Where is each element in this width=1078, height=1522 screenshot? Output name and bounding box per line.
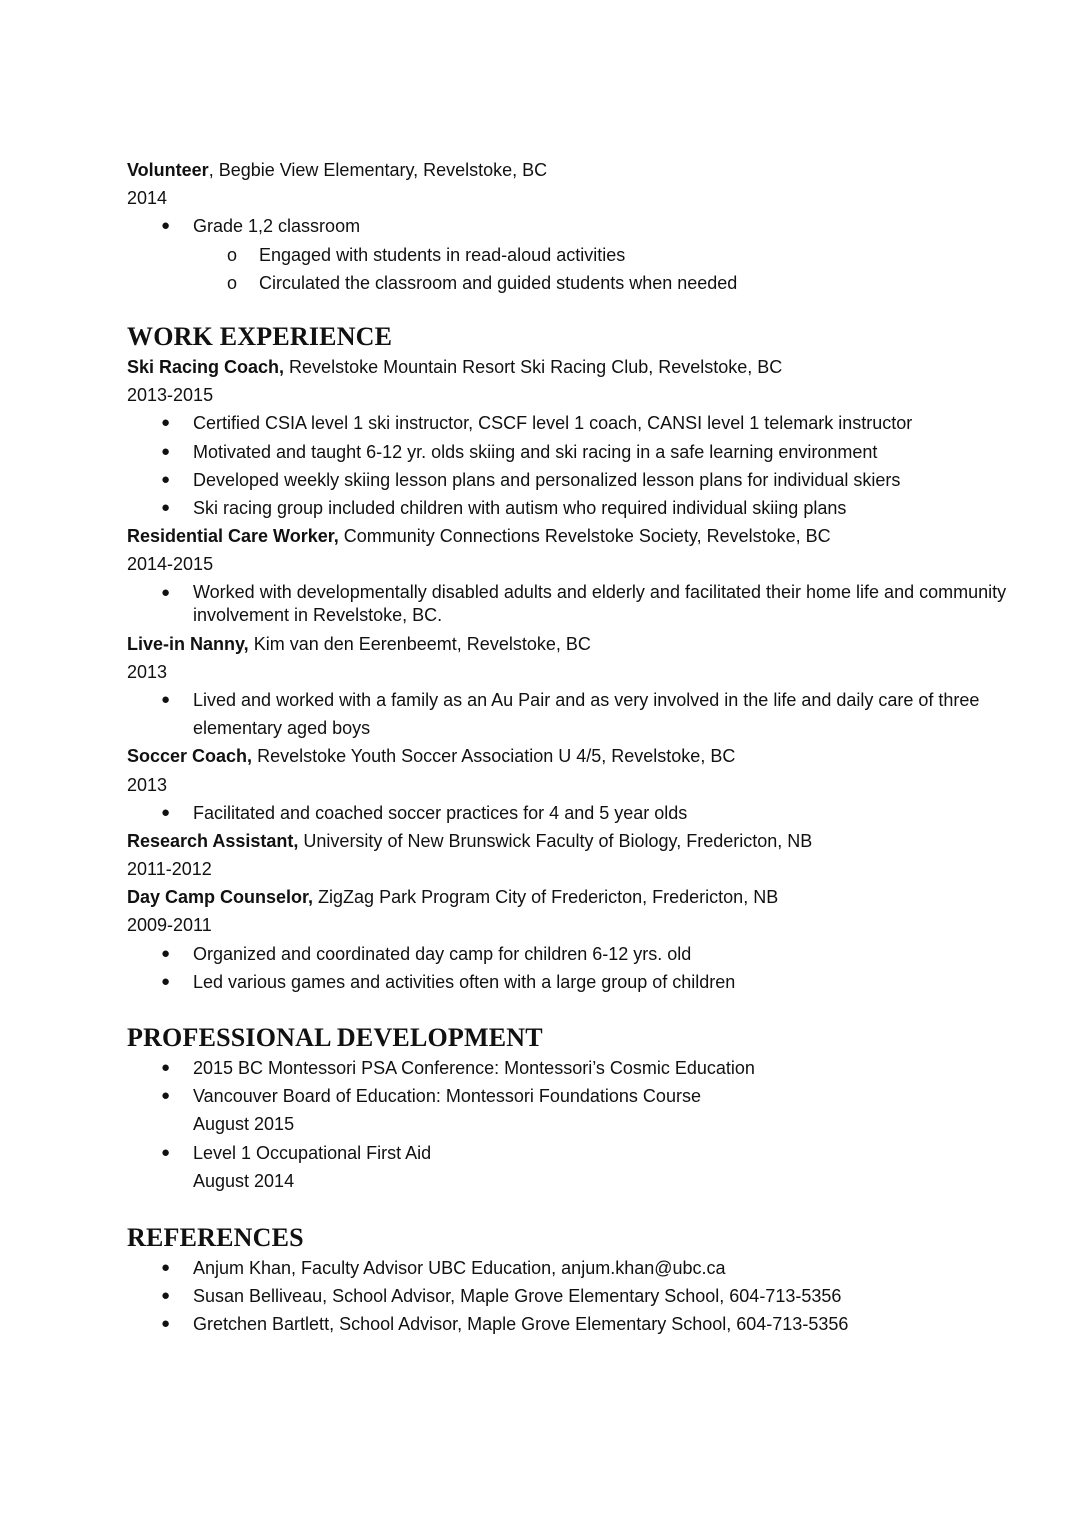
entry-header	[127, 883, 1027, 911]
sub-list-item-text: Circulated the classroom and guided students when needed	[259, 272, 738, 293]
entry-header	[127, 353, 1027, 381]
entry-title: Residential Care Worker,	[127, 526, 339, 547]
sub-list-item-text: Engaged with students in read-aloud activities	[259, 244, 626, 265]
entry-year: 2014-2015	[127, 554, 214, 575]
list-item	[127, 438, 1027, 466]
sub-bullet-icon: o	[227, 272, 238, 293]
bullet-icon: ●	[161, 498, 171, 516]
list-item-text: Developed weekly skiing lesson plans and personalized lesson plans for individual skiers	[193, 469, 901, 490]
entry-header	[127, 630, 1027, 658]
bullet-icon: ●	[161, 803, 171, 821]
list-item	[127, 1139, 1027, 1167]
bullet-icon: ●	[161, 1259, 171, 1277]
sub-bullet-icon: o	[227, 244, 238, 265]
list-item-date: August 2015	[193, 1114, 295, 1135]
list-item-text: Worked with developmentally disabled adults and elderly and facilitated their home life and community involvement in Revelstoke, BC.	[193, 581, 1007, 625]
list-item	[127, 212, 1027, 240]
entry-title: Day Camp Counselor,	[127, 887, 314, 908]
sub-list-item	[127, 269, 1027, 297]
entry-details: Revelstoke Youth Soccer Association U 4/5, Revelstoke, BC	[252, 746, 736, 767]
list-item	[127, 1082, 1027, 1110]
list-item	[127, 409, 1027, 437]
entry-details: , Begbie View Elementary, Revelstoke, BC	[208, 160, 548, 180]
list-item-text: Certified CSIA level 1 ski instructor, CSCF level 1 coach, CANSI level 1 telemark instructor	[193, 413, 913, 434]
list-item-text: Grade 1,2 classroom	[193, 216, 361, 237]
list-item-text: Susan Belliveau, School Advisor, Maple Grove Elementary School, 604-713-5356	[193, 1286, 842, 1307]
bullet-icon: ●	[161, 944, 171, 962]
entry-year: 2013	[127, 774, 168, 795]
entry-title: Volunteer	[127, 160, 209, 180]
list-item-text: Facilitated and coached soccer practices for 4 and 5 year olds	[193, 802, 688, 823]
job-entry	[127, 353, 1027, 522]
entry-title: Ski Racing Coach,	[127, 356, 285, 377]
list-item-text: Lived and worked with a family as an Au Pair and as very involved in the life and daily care of three elementary aged boys	[193, 689, 980, 739]
bullet-icon: ●	[161, 442, 171, 460]
list-item-text: 2015 BC Montessori PSA Conference: Montessori’s Cosmic Education	[193, 1058, 755, 1079]
list-item	[127, 799, 1027, 827]
entry-header	[127, 742, 1027, 770]
section-heading-references: REFERENCES	[127, 1223, 304, 1253]
entry-header	[127, 156, 1027, 184]
list-item	[127, 494, 1027, 522]
bullet-icon: ●	[161, 1087, 171, 1105]
entry-header	[127, 522, 1027, 550]
section-heading-work: WORK EXPERIENCE	[127, 321, 393, 351]
bullet-icon: ●	[161, 583, 171, 601]
entry-year: 2014	[127, 188, 168, 209]
list-item-date: August 2014	[193, 1170, 295, 1191]
job-entry	[127, 883, 1027, 996]
job-entry	[127, 522, 1027, 629]
list-item	[127, 1254, 1027, 1282]
bullet-icon: ●	[161, 1315, 171, 1333]
list-item-text: Ski racing group included children with autism who required individual skiing plans	[193, 497, 847, 518]
job-entry	[127, 742, 1027, 827]
job-entry	[127, 630, 1027, 743]
bullet-icon: ●	[161, 1287, 171, 1305]
entry-year: 2013	[127, 661, 168, 682]
bullet-icon: ●	[161, 690, 171, 708]
list-item	[127, 466, 1027, 494]
entry-header	[127, 827, 1027, 855]
entry-details: Kim van den Eerenbeemt, Revelstoke, BC	[248, 633, 591, 654]
entry-details: Community Connections Revelstoke Society, Revelstoke, BC	[338, 526, 831, 547]
list-item	[127, 1310, 1027, 1338]
professional-development-section	[127, 1022, 1027, 1195]
work-experience-section	[127, 321, 1027, 996]
bullet-icon: ●	[161, 1059, 171, 1077]
section-heading-professional: PROFESSIONAL DEVELOPMENT	[127, 1023, 543, 1053]
entry-details: University of New Brunswick Faculty of Biology, Fredericton, NB	[298, 830, 813, 851]
bullet-icon: ●	[161, 972, 171, 990]
entry-details: ZigZag Park Program City of Fredericton, Fredericton, NB	[313, 887, 779, 908]
list-item-text: Led various games and activities often with a large group of children	[193, 971, 736, 992]
list-item	[127, 579, 1013, 630]
bullet-icon: ●	[161, 414, 171, 432]
list-item	[127, 968, 1027, 996]
entry-details: Revelstoke Mountain Resort Ski Racing Club, Revelstoke, BC	[284, 356, 783, 377]
list-item-text: Level 1 Occupational First Aid	[193, 1142, 432, 1163]
list-item-text: Vancouver Board of Education: Montessori Foundations Course	[193, 1086, 701, 1107]
references-section	[127, 1222, 1027, 1339]
resume-page	[127, 156, 1027, 1339]
bullet-icon: ●	[161, 470, 171, 488]
list-item-text: Organized and coordinated day camp for children 6-12 yrs. old	[193, 943, 692, 964]
list-item-text: Gretchen Bartlett, School Advisor, Maple Grove Elementary School, 604-713-5356	[193, 1314, 849, 1335]
list-item-text: Anjum Khan, Faculty Advisor UBC Education, anjum.khan@ubc.ca	[193, 1258, 726, 1279]
entry-year: 2013-2015	[127, 385, 214, 406]
list-item	[127, 1282, 1027, 1310]
list-item	[127, 1054, 1027, 1082]
entry-title: Live-in Nanny,	[127, 633, 249, 654]
list-item	[127, 686, 1013, 742]
volunteer-entry	[127, 156, 1027, 297]
entry-title: Soccer Coach,	[127, 746, 253, 767]
entry-year: 2009-2011	[127, 915, 212, 936]
bullet-icon: ●	[161, 1143, 171, 1161]
list-item	[127, 940, 1027, 968]
job-entry	[127, 827, 1027, 883]
bullet-icon: ●	[161, 217, 171, 235]
entry-title: Research Assistant,	[127, 830, 299, 851]
entry-year: 2011-2012	[127, 859, 212, 880]
list-item-text: Motivated and taught 6-12 yr. olds skiing and ski racing in a safe learning environment	[193, 441, 878, 462]
sub-list-item	[127, 241, 1027, 269]
